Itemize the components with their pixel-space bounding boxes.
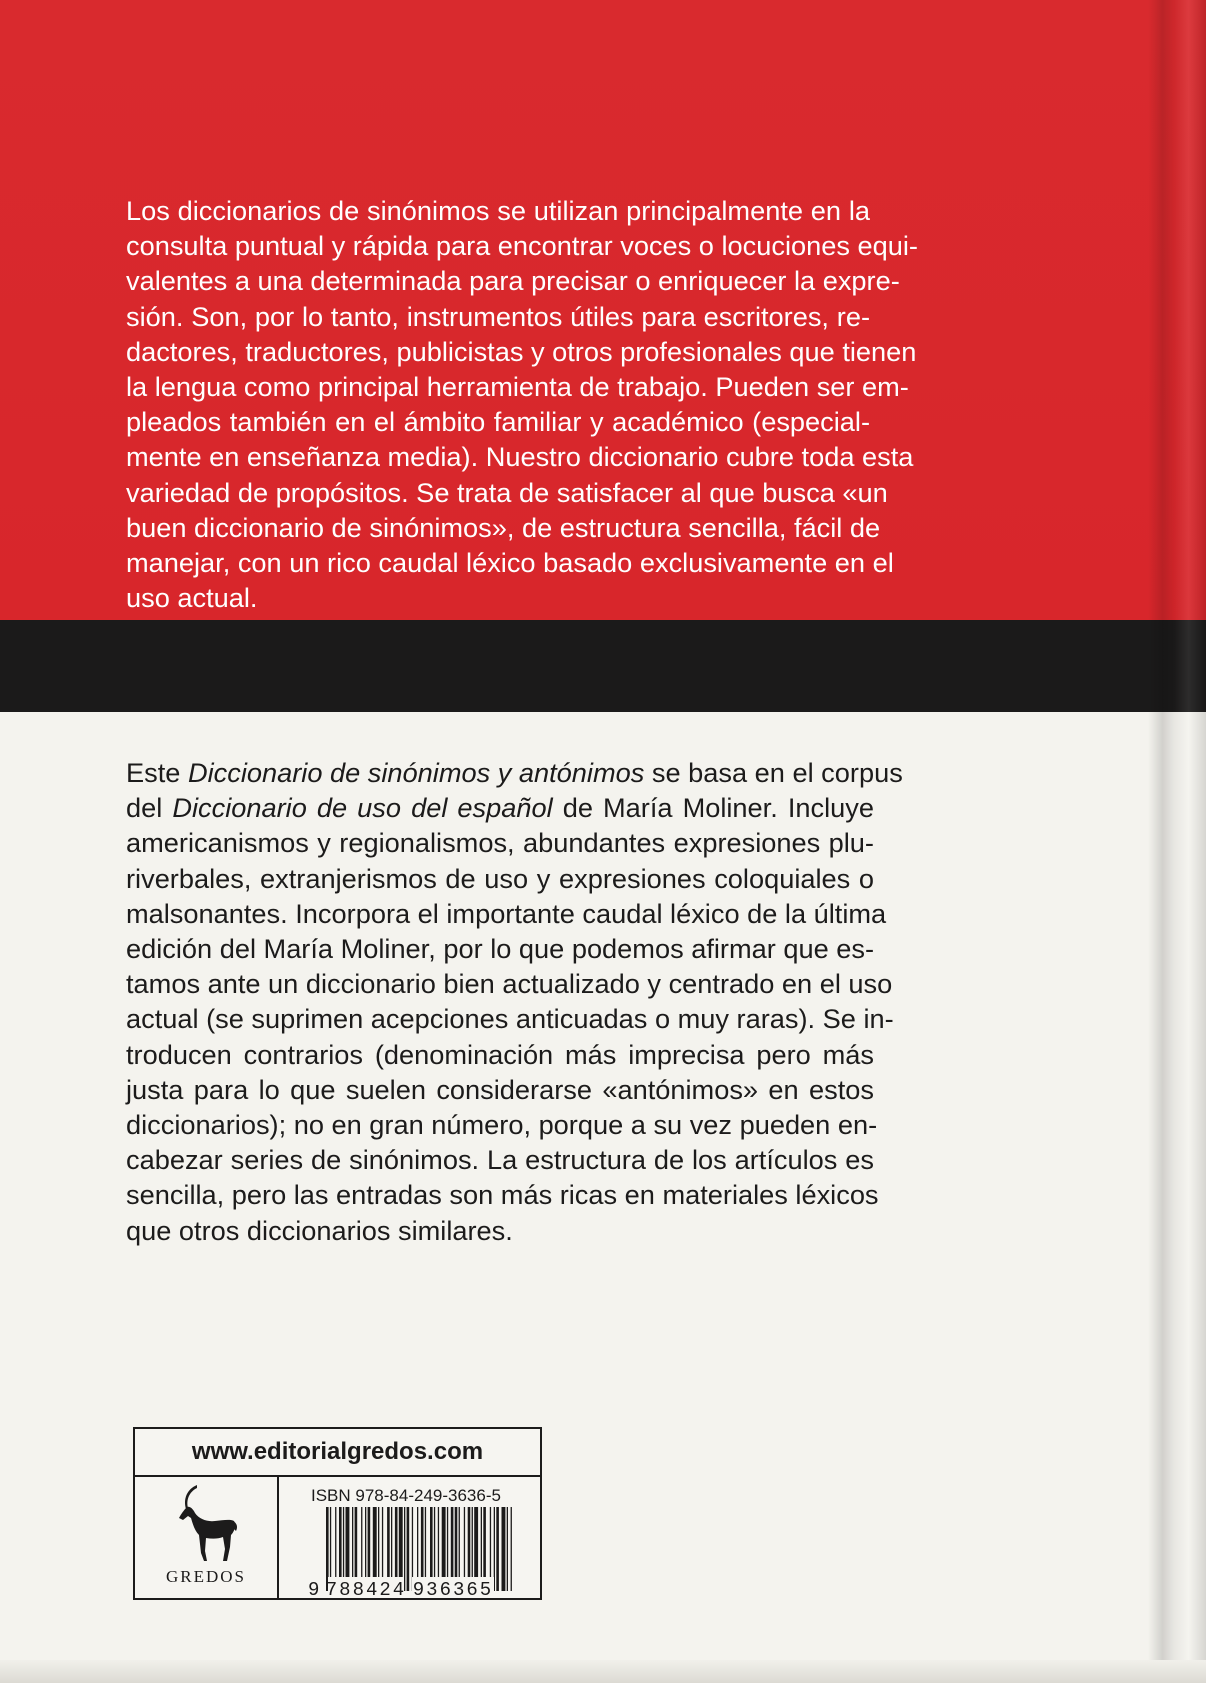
bottom-line: que otros diccionarios similares. bbox=[126, 1214, 513, 1246]
bottom-line bbox=[126, 790, 874, 825]
top-line: uso actual. bbox=[126, 582, 258, 614]
top-line: Los diccionarios de sinónimos se utilizan principalmente en la bbox=[126, 195, 870, 226]
top-line: variedad de propósitos. Se trata de satisfacer al que busca «un bbox=[126, 476, 888, 508]
text-run: Este bbox=[126, 757, 188, 788]
top-line: manejar, con un rico caudal léxico basado exclusivamente en el bbox=[126, 547, 894, 579]
top-line: sión. Son, por lo tanto, instrumentos útiles para escritores, re- bbox=[126, 300, 870, 332]
bottom-line: sencilla, pero las entradas son más ricas en materiales léxicos bbox=[126, 1179, 879, 1211]
bottom-edge bbox=[0, 1660, 1206, 1683]
black-band bbox=[0, 620, 1206, 712]
isbn-number: ISBN 978-84-249-3636-5 bbox=[311, 1486, 501, 1505]
publisher-info-box bbox=[133, 1427, 542, 1600]
barcode-bar bbox=[407, 1507, 410, 1591]
source-title-italic: Diccionario de uso del español bbox=[172, 792, 553, 824]
bottom-line: cabezar series de sinónimos. La estructura de los artículos es bbox=[126, 1144, 874, 1176]
top-line: la lengua como principal herramienta de trabajo. Pueden ser em- bbox=[126, 371, 909, 403]
barcode bbox=[306, 1507, 532, 1597]
top-line: consulta puntual y rápida para encontrar voces o locuciones equi- bbox=[126, 230, 918, 262]
text-run: de María Moliner. Incluye bbox=[552, 792, 874, 824]
top-line: pleados también en el ámbito familiar y académico (especial- bbox=[126, 406, 870, 438]
bottom-line: edición del María Moliner, por lo que podemos afirmar que es- bbox=[126, 933, 875, 965]
website-url: www.editorialgredos.com bbox=[135, 1429, 540, 1477]
publisher-name: GREDOS bbox=[165, 1567, 246, 1586]
bottom-line: diccionarios); no en gran número, porque a su vez pueden en- bbox=[126, 1109, 878, 1141]
bottom-line: tamos ante un diccionario bien actualizado y centrado en el uso bbox=[126, 968, 893, 1000]
barcode-bar bbox=[511, 1507, 512, 1591]
top-line: dactores, traductores, publicistas y otros profesionales que tienen bbox=[126, 335, 917, 367]
barcode-bar bbox=[502, 1507, 506, 1591]
barcode-digits-left: 788424 bbox=[325, 1579, 407, 1597]
text-run: se basa en el corpus bbox=[644, 757, 903, 788]
bottom-line: troducen contrarios (denominación más imprecisa pero más bbox=[126, 1038, 874, 1070]
bottom-line: actual (se suprimen acepciones anticuadas o muy raras). Se in- bbox=[126, 1003, 894, 1035]
top-line: buen diccionario de sinónimos», de estructura sencilla, fácil de bbox=[126, 511, 881, 543]
barcode-digits-right: 936365 bbox=[412, 1579, 494, 1597]
bottom-line bbox=[126, 755, 903, 790]
barcode-lead-digit: 9 bbox=[308, 1579, 320, 1597]
publisher-logo bbox=[135, 1477, 279, 1598]
barcode-bar bbox=[496, 1507, 499, 1591]
text-run: del bbox=[126, 792, 173, 824]
top-line: mente en enseñanza media). Nuestro diccionario cubre toda esta bbox=[126, 441, 914, 473]
bottom-line: malsonantes. Incorpora el importante caudal léxico de la última bbox=[126, 897, 887, 929]
top-description bbox=[126, 193, 918, 615]
bottom-line: riverbales, extranjerismos de uso y expresiones coloquiales o bbox=[126, 862, 874, 894]
bottom-line: justa para lo que suelen considerarse «antónimos» en estos bbox=[126, 1073, 874, 1105]
bottom-description bbox=[126, 755, 903, 1248]
book-title-italic: Diccionario de sinónimos y antónimos bbox=[187, 757, 645, 788]
ibex-icon bbox=[173, 1483, 239, 1563]
top-line: valentes a una determinada para precisar o enriquecer la expre- bbox=[126, 265, 900, 297]
barcode-bar bbox=[507, 1507, 508, 1591]
spine-edge bbox=[1148, 0, 1206, 1683]
bottom-line: americanismos y regionalismos, abundantes expresiones plu- bbox=[126, 827, 874, 859]
